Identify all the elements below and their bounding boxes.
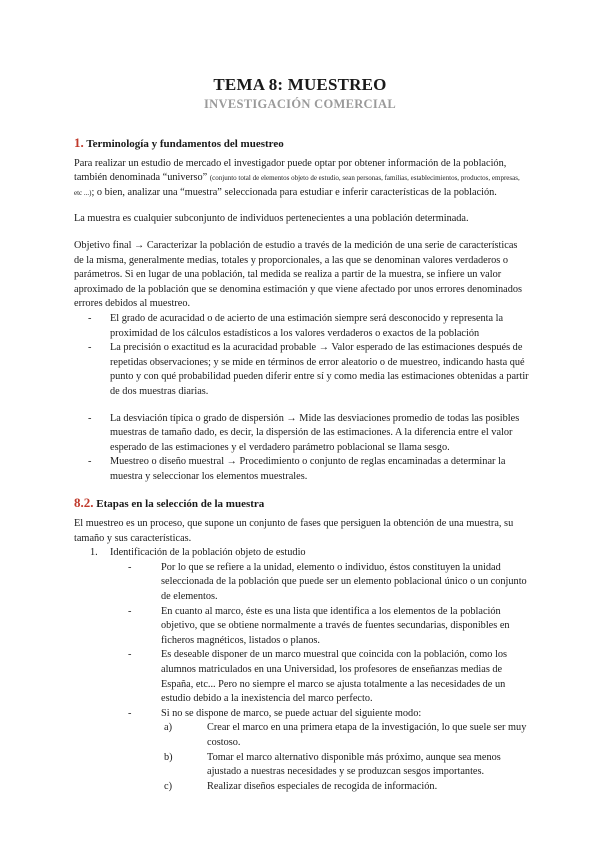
list-item (74, 780, 529, 795)
option-text: Tomar el marco alternativo disponible más próximo, aunque sea menos ajustado a nuestras necesidades y se produzcan sesgos importantes. (207, 751, 501, 778)
list-item: - Muestreo o diseño muestral → Procedimiento o conjunto de reglas encaminadas a determinar la muestra y seleccionar los elementos muestrales. (74, 455, 529, 484)
option-text: Crear el marco en una primera etapa de la investigación, lo que suele ser muy costoso. (207, 722, 527, 748)
paragraph-universe (74, 157, 529, 201)
section-2-title: Etapas en la selección de la muestra (96, 498, 265, 511)
document-body (74, 136, 529, 794)
section-2-heading (74, 496, 529, 512)
option-letter: b) (164, 751, 173, 763)
section-1-heading (74, 136, 529, 152)
list-item: - Es deseable disponer de un marco muestral que coincida con la población, como los alumnos matriculados en una Universidad, los profesores de enseñanzas medias de España, etc... Pero no siempre el marco se ajusta totalmente a las necesidades de un estudio debido a la inexistencia del marco perfecto. (74, 648, 529, 706)
option-letter: a) (164, 722, 172, 734)
paragraph-muestra: La muestra es cualquier subconjunto de individuos pertenecientes a una población determinada. (74, 213, 469, 225)
document-subtitle: INVESTIGACIÓN COMERCIAL (204, 97, 396, 111)
bullet-list-a (74, 312, 529, 400)
list-item: - Si no se dispone de marco, se puede actuar del siguiente modo: (74, 707, 529, 722)
numbered-list (74, 546, 529, 794)
list-item: - El grado de acuracidad o de acierto de una estimación siempre será desconocido y representa la proximidad de los cálculos estadísticos a los valores verdaderos o exactos de la población (74, 312, 529, 341)
section-1-number: 1. (74, 135, 84, 150)
step-label: Identificación de la población objeto de estudio (110, 547, 306, 559)
step-1-bullets (74, 561, 529, 722)
list-item (74, 546, 529, 794)
option-text: Realizar diseños especiales de recogida de información. (207, 780, 438, 792)
document-title: TEMA 8: MUESTREO (213, 75, 387, 94)
paragraph-objetivo: Objetivo final → Caracterizar la población de estudio a través de la medición de una serie de características de la misma, generalmente medias, totales y proporcionales, a las que se denominan valores verdaderos o parámetros. Si en lugar de una población, tal medida se realiza a partir de la muestra, se infiere un valor aproximado de la población que se denomina estimación y que viene afectado por unos errores denominados errores debidos al muestreo. (74, 239, 523, 310)
section-1-title: Terminología y fundamentos del muestreo (86, 138, 284, 150)
paragraph-proceso: El muestreo es un proceso, que supone un conjunto de fases que persiguen la obtención de una muestra, su tamaño y sus características. (74, 518, 514, 544)
paragraph-universe-text-b: ; o bien, analizar una “muestra” seleccionada para estudiar e inferir características de la población. (91, 186, 497, 198)
bullet-list-b (74, 412, 529, 485)
paragraph-universe-text-a: Para realizar un estudio de mercado el investigador puede optar por obtener información de la población, también denominada “universo” (74, 157, 507, 184)
list-item: - Por lo que se refiere a la unidad, elemento o individuo, éstos constituyen la unidad seleccionada de la población que puede ser un elemento poblacional único o un conjunto de elementos. (74, 561, 529, 605)
option-letter: c) (164, 780, 172, 792)
paragraph-universe-footnote: (conjunto total de elementos objeto de estudio, sean personas, familias, establecimientos, productos, empresas, etc ...) (74, 174, 520, 197)
step-number: 1. (90, 547, 98, 559)
options-list (74, 721, 529, 794)
list-item: - En cuanto al marco, éste es una lista que identifica a los elementos de la población objetivo, que se obtiene normalmente a través de fuentes secundarias, disponibles en ficheros magnéticos, listados o planos. (74, 605, 529, 649)
section-2-number: 8.2. (74, 495, 94, 511)
list-item: - La precisión o exactitud es la acuracidad probable → Valor esperado de las estimaciones después de repetidas observaciones; y se mide en términos de error aleatorio o de muestreo, indicando hasta qué punto y con qué probabilidad pueden diferir entre sí y como media las estimaciones obtenidas a partir de dos muestras diarias. (74, 341, 529, 399)
list-item: - La desviación típica o grado de dispersión → Mide las desviaciones promedio de todas las posibles muestras de tamaño dado, es decir, la dispersión de las estimaciones. A la diferencia entre el valor esperado de las estimaciones y el verdadero parámetro poblacional se llama sesgo. (74, 412, 529, 456)
list-item (74, 721, 529, 750)
list-item (74, 751, 529, 780)
